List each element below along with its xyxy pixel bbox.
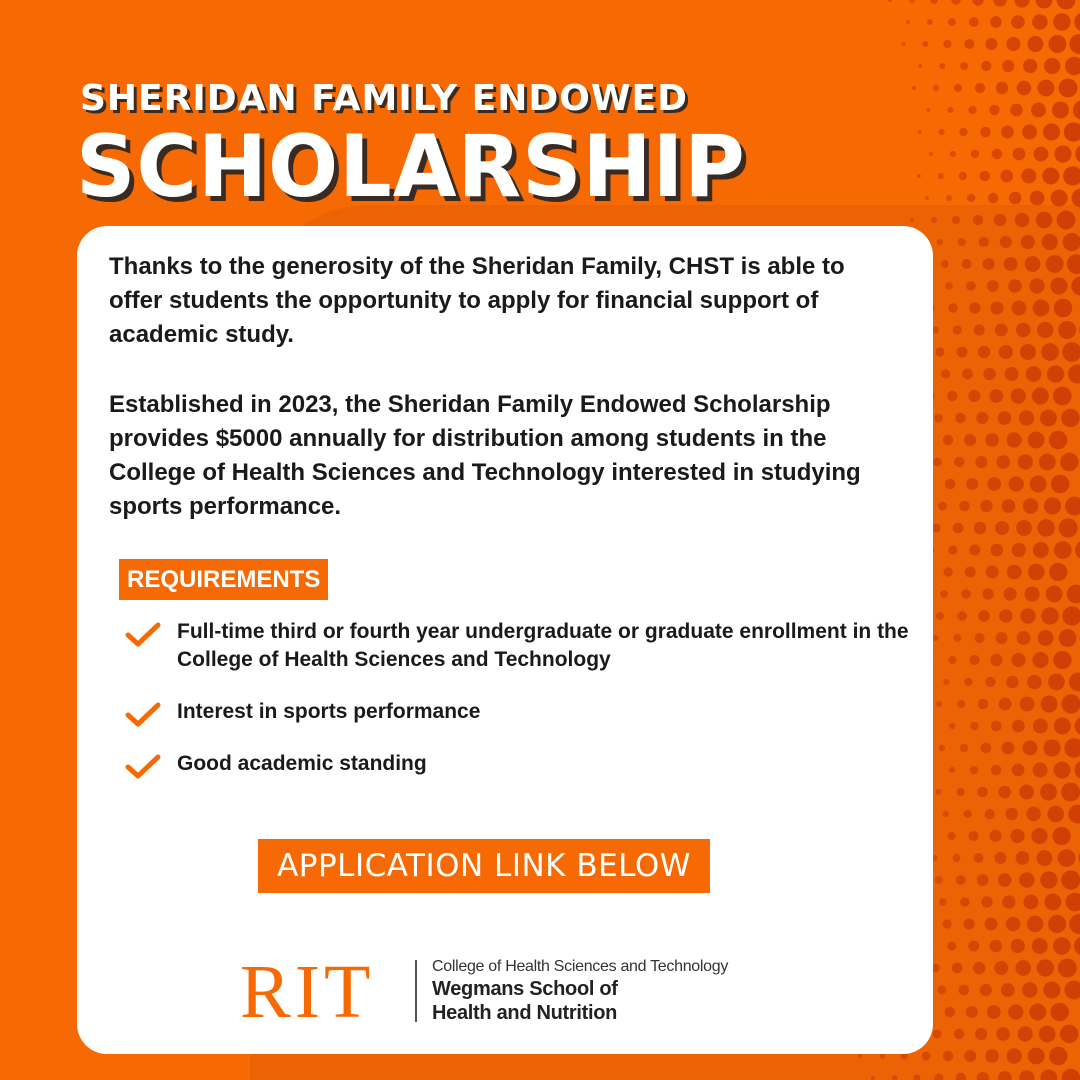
halftone-dot xyxy=(1002,895,1015,908)
halftone-dot xyxy=(1041,607,1058,624)
application-link-button[interactable]: APPLICATION LINK BELOW xyxy=(258,839,710,893)
halftone-dot xyxy=(1043,739,1060,756)
halftone-dot xyxy=(1004,257,1018,271)
halftone-dot xyxy=(1038,630,1054,646)
halftone-dot xyxy=(938,502,947,511)
halftone-dot xyxy=(1049,1047,1067,1065)
halftone-dot xyxy=(964,1050,976,1062)
halftone-dot xyxy=(1052,827,1070,845)
halftone-dot xyxy=(1012,764,1025,777)
halftone-dot xyxy=(998,411,1012,425)
halftone-dot xyxy=(983,258,995,270)
halftone-dot xyxy=(1037,519,1054,536)
header-subtitle: SHERIDAN FAMILY ENDOWED xyxy=(80,78,689,119)
halftone-dot xyxy=(985,809,995,819)
requirements-list xyxy=(125,618,925,802)
halftone-dot xyxy=(943,1051,953,1061)
halftone-dot xyxy=(955,413,965,423)
halftone-dot xyxy=(964,678,972,686)
halftone-dot xyxy=(954,634,962,642)
halftone-dot xyxy=(1008,1004,1023,1019)
halftone-dot xyxy=(980,984,992,996)
halftone-dot xyxy=(1010,829,1024,843)
halftone-dot xyxy=(969,302,980,313)
requirement-text: Interest in sports performance xyxy=(177,700,481,723)
halftone-dot xyxy=(991,765,1002,776)
halftone-dot xyxy=(985,1049,999,1063)
halftone-dot xyxy=(936,701,942,707)
halftone-dot xyxy=(1049,431,1067,449)
halftone-dot xyxy=(977,1072,989,1080)
halftone-dot xyxy=(1011,653,1025,667)
halftone-dot xyxy=(1059,518,1078,537)
requirement-item xyxy=(125,698,925,726)
halftone-dot xyxy=(1054,717,1071,734)
halftone-dot xyxy=(952,963,963,974)
halftone-dot xyxy=(985,918,998,931)
halftone-dot xyxy=(964,918,975,929)
halftone-dot xyxy=(1011,388,1026,403)
rit-wordmark: RIT xyxy=(240,950,375,1034)
halftone-dot xyxy=(948,545,957,554)
halftone-dot xyxy=(1019,785,1034,800)
halftone-dot xyxy=(941,260,949,268)
halftone-dot xyxy=(1074,936,1080,955)
halftone-dot xyxy=(1023,895,1038,910)
halftone-dot xyxy=(1032,387,1049,404)
halftone-dot xyxy=(1039,454,1056,471)
halftone-dot xyxy=(941,370,950,379)
halftone-dot xyxy=(1019,410,1034,425)
halftone-dot xyxy=(949,767,955,773)
halftone-dot xyxy=(1022,982,1037,997)
halftone-dot xyxy=(1050,1003,1069,1022)
halftone-dot xyxy=(957,700,965,708)
halftone-dot xyxy=(1064,738,1080,757)
halftone-dot xyxy=(990,301,1003,314)
halftone-dot xyxy=(1026,366,1042,382)
halftone-dot xyxy=(945,1007,955,1017)
halftone-dot xyxy=(1007,1048,1022,1063)
halftone-dot xyxy=(968,390,980,402)
halftone-dot xyxy=(1071,276,1080,295)
halftone-dot xyxy=(935,876,943,884)
halftone-dot xyxy=(1050,277,1067,294)
halftone-dot xyxy=(1060,453,1078,471)
halftone-dot xyxy=(934,1074,943,1080)
halftone-dot xyxy=(977,787,987,797)
halftone-dot xyxy=(1018,454,1033,469)
halftone-dot xyxy=(982,588,993,599)
check-icon xyxy=(125,754,161,780)
logo-school-line1: Wegmans School of xyxy=(432,978,618,1000)
halftone-dot xyxy=(1005,808,1017,820)
halftone-dot xyxy=(966,478,978,490)
halftone-dot xyxy=(1012,543,1026,557)
halftone-dot xyxy=(1017,631,1031,645)
halftone-dot xyxy=(991,721,1002,732)
halftone-dot xyxy=(999,698,1012,711)
halftone-dot xyxy=(1058,849,1076,867)
halftone-dot xyxy=(962,259,972,269)
halftone-dot xyxy=(959,501,970,512)
halftone-dot xyxy=(1051,475,1070,494)
halftone-dot xyxy=(1033,542,1049,558)
halftone-dot xyxy=(1032,652,1048,668)
halftone-dot xyxy=(1064,981,1080,1000)
halftone-dot xyxy=(879,1053,885,1059)
halftone-dot xyxy=(937,986,946,995)
halftone-dot xyxy=(949,723,955,729)
halftone-dot xyxy=(1067,585,1080,604)
halftone-dot xyxy=(1033,719,1048,734)
halftone-dot xyxy=(1019,872,1034,887)
halftone-dot xyxy=(958,238,966,246)
halftone-dot xyxy=(1065,497,1080,516)
halftone-dot xyxy=(939,745,945,751)
halftone-dot xyxy=(979,237,989,247)
halftone-dot xyxy=(974,324,985,335)
halftone-dot xyxy=(1061,409,1079,427)
halftone-dot xyxy=(977,874,989,886)
halftone-dot xyxy=(1022,741,1037,756)
halftone-dot xyxy=(976,412,988,424)
halftone-dot xyxy=(998,786,1011,799)
halftone-dot xyxy=(960,744,968,752)
logo-school-line2: Health and Nutrition xyxy=(432,1002,618,1024)
halftone-dot xyxy=(1040,1070,1057,1080)
halftone-dot xyxy=(933,635,939,641)
halftone-dot xyxy=(1003,587,1016,600)
halftone-dot xyxy=(1037,322,1053,338)
halftone-dot xyxy=(1018,1026,1033,1041)
halftone-dot xyxy=(978,610,990,622)
halftone-dot xyxy=(937,239,943,245)
halftone-dot xyxy=(989,940,1002,953)
halftone-dot xyxy=(983,368,995,380)
halftone-dot xyxy=(1046,255,1064,273)
halftone-dot xyxy=(1012,720,1025,733)
halftone-dot xyxy=(969,545,980,556)
header xyxy=(0,0,1080,230)
requirement-item xyxy=(125,750,925,778)
halftone-dot xyxy=(1054,541,1072,559)
halftone-dot xyxy=(1053,761,1070,778)
halftone-dot xyxy=(1016,323,1031,338)
halftone-dot xyxy=(1028,1048,1045,1065)
halftone-dot xyxy=(1059,629,1077,647)
halftone-dot xyxy=(1041,343,1059,361)
check-icon xyxy=(125,702,161,728)
halftone-dot xyxy=(974,853,984,863)
halftone-dot xyxy=(966,1006,978,1018)
halftone-dot xyxy=(1025,256,1041,272)
halftone-dot xyxy=(995,324,1008,337)
halftone-dot xyxy=(999,609,1013,623)
halftone-dot xyxy=(961,589,971,599)
header-title: SCHOLARSHIP xyxy=(76,117,746,217)
halftone-dot xyxy=(1041,696,1058,713)
halftone-dot xyxy=(953,325,962,334)
halftone-dot xyxy=(1048,674,1065,691)
requirement-text: Good academic standing xyxy=(177,752,427,775)
halftone-dot xyxy=(1029,278,1044,293)
halftone-dot xyxy=(1025,586,1040,601)
halftone-dot xyxy=(1042,234,1058,250)
halftone-dot xyxy=(956,1073,966,1080)
halftone-dot xyxy=(1032,938,1048,954)
halftone-dot xyxy=(1063,233,1080,251)
halftone-dot xyxy=(953,854,961,862)
halftone-dot xyxy=(1053,937,1071,955)
halftone-dot xyxy=(939,898,947,906)
halftone-dot xyxy=(996,632,1008,644)
halftone-dot xyxy=(954,457,964,467)
halftone-dot xyxy=(1019,1070,1034,1080)
halftone-dot xyxy=(970,722,978,730)
halftone-dot xyxy=(1006,676,1018,688)
halftone-dot xyxy=(1023,498,1038,513)
halftone-dot xyxy=(990,544,1003,557)
halftone-dot xyxy=(1016,520,1032,536)
halftone-dot xyxy=(997,455,1011,469)
halftone-dot xyxy=(947,391,958,402)
halftone-dot xyxy=(1005,367,1019,381)
halftone-dot xyxy=(966,281,976,291)
halftone-dot xyxy=(986,566,999,579)
halftone-dot xyxy=(1074,760,1080,779)
halftone-dot xyxy=(948,656,956,664)
halftone-dot xyxy=(1046,586,1063,603)
halftone-dot xyxy=(989,830,1001,842)
halftone-dot xyxy=(1001,983,1015,997)
halftone-dot xyxy=(999,345,1013,359)
halftone-dot xyxy=(858,1054,862,1058)
halftone-dot xyxy=(968,941,979,952)
halftone-dot xyxy=(974,522,986,534)
halftone-dot xyxy=(945,479,955,489)
halftone-dot xyxy=(1068,805,1080,824)
requirements-label: REQUIREMENTS xyxy=(119,559,328,600)
halftone-dot xyxy=(959,985,970,996)
halftone-dot xyxy=(968,831,978,841)
halftone-dot xyxy=(935,347,944,356)
halftone-dot xyxy=(1075,716,1080,735)
halftone-dot xyxy=(1002,742,1015,755)
halftone-dot xyxy=(1006,432,1021,447)
halftone-dot xyxy=(998,1071,1012,1080)
halftone-dot xyxy=(1044,497,1061,514)
halftone-dot xyxy=(1069,914,1080,934)
halftone-dot xyxy=(1054,299,1073,318)
halftone-dot xyxy=(943,679,949,685)
halftone-dot xyxy=(989,389,1003,403)
halftone-dot xyxy=(1061,782,1080,801)
halftone-dot xyxy=(978,346,991,359)
halftone-dot xyxy=(1040,871,1057,888)
halftone-dot xyxy=(1061,870,1080,889)
halftone-dot xyxy=(1053,651,1071,669)
halftone-dot xyxy=(1007,565,1022,580)
halftone-dot xyxy=(1011,939,1025,953)
halftone-dot xyxy=(1006,917,1021,932)
halftone-dot xyxy=(954,1029,964,1039)
halftone-dot xyxy=(962,369,973,380)
halftone-dot xyxy=(995,852,1007,864)
logo-divider xyxy=(415,960,417,1022)
halftone-dot xyxy=(922,1052,931,1061)
halftone-dot xyxy=(1008,279,1021,292)
halftone-dot xyxy=(1027,675,1042,690)
halftone-dot xyxy=(987,1005,1001,1019)
halftone-dot xyxy=(948,303,957,312)
halftone-dot xyxy=(1031,828,1047,844)
halftone-dot xyxy=(978,699,988,709)
halftone-dot xyxy=(1037,850,1053,866)
halftone-dot xyxy=(934,414,943,423)
halftone-dot xyxy=(981,743,992,754)
content-card xyxy=(77,226,933,1054)
halftone-dot xyxy=(943,811,949,817)
halftone-dot xyxy=(973,962,985,974)
halftone-dot xyxy=(1028,564,1044,580)
halftone-dot xyxy=(1047,365,1064,382)
halftone-dot xyxy=(987,477,1001,491)
halftone-dot xyxy=(1030,476,1047,493)
halftone-dot xyxy=(985,433,999,447)
halftone-dot xyxy=(1009,476,1024,491)
halftone-dot xyxy=(940,590,948,598)
halftone-dot xyxy=(947,941,956,950)
halftone-dot xyxy=(975,1028,987,1040)
halftone-dot xyxy=(957,347,968,358)
halftone-dot xyxy=(1067,254,1080,274)
halftone-dot xyxy=(1069,673,1080,692)
halftone-dot xyxy=(942,919,951,928)
halftone-dot xyxy=(1020,697,1035,712)
halftone-dot xyxy=(985,677,995,687)
check-icon xyxy=(125,622,161,648)
halftone-dot xyxy=(960,897,969,906)
halftone-dot xyxy=(1000,236,1012,248)
halftone-dot xyxy=(1021,235,1035,249)
halftone-dot xyxy=(987,280,999,292)
halftone-dot xyxy=(965,566,976,577)
halftone-dot xyxy=(964,810,972,818)
halftone-dot xyxy=(998,873,1012,887)
halftone-dot xyxy=(981,896,992,907)
halftone-dot xyxy=(1068,365,1080,384)
halftone-dot xyxy=(1043,981,1060,998)
halftone-dot xyxy=(1058,321,1076,339)
halftone-dot xyxy=(1027,916,1043,932)
halftone-dot xyxy=(970,766,978,774)
halftone-dot xyxy=(956,875,966,885)
halftone-dot xyxy=(1053,387,1072,406)
halftone-dot xyxy=(953,523,964,534)
halftone-dot xyxy=(1033,300,1050,317)
requirement-item xyxy=(125,618,925,674)
halftone-dot xyxy=(935,789,941,795)
halftone-dot xyxy=(1026,807,1041,822)
halftone-dot xyxy=(1028,432,1045,449)
halftone-dot xyxy=(980,500,992,512)
halftone-dot xyxy=(1037,959,1054,976)
halftone-dot xyxy=(1039,1026,1056,1043)
halftone-dot xyxy=(994,961,1008,975)
halftone-dot xyxy=(1062,694,1080,713)
halftone-dot xyxy=(1066,893,1080,912)
halftone-dot xyxy=(1060,1025,1078,1043)
halftone-dot xyxy=(1012,301,1027,316)
halftone-dot xyxy=(944,567,953,576)
halftone-dot xyxy=(1002,499,1016,513)
halftone-dot xyxy=(969,655,979,665)
halftone-dot xyxy=(1029,1004,1046,1021)
halftone-dot xyxy=(1048,915,1066,933)
halftone-dot xyxy=(1044,894,1061,911)
halftone-dot xyxy=(933,1030,942,1039)
halftone-dot xyxy=(957,611,967,621)
halftone-dot xyxy=(1033,763,1048,778)
intro-paragraph: Thanks to the generosity of the Sheridan Family, CHST is able to offer students the opportunity to apply for financial support of academic study. xyxy=(109,253,845,348)
halftone-dot xyxy=(871,1076,875,1080)
halftone-dot xyxy=(1040,410,1057,427)
rit-logo-lockup xyxy=(240,950,800,1034)
halftone-dot xyxy=(1075,540,1080,560)
halftone-dot xyxy=(975,456,987,468)
halftone-dot xyxy=(1062,1069,1080,1080)
halftone-dot xyxy=(936,612,944,620)
description-paragraph: Established in 2023, the Sheridan Family Endowed Scholarship provides $5000 annually for distribution among students in the College of Health Sciences and Technology interested in studying sports performance. xyxy=(109,391,861,520)
halftone-dot xyxy=(1020,344,1036,360)
halftone-dot xyxy=(964,434,976,446)
logo-college-name: College of Health Sciences and Technology xyxy=(432,958,729,975)
halftone-dot xyxy=(1062,606,1080,625)
halftone-dot xyxy=(1020,608,1035,623)
halftone-dot xyxy=(948,832,956,840)
halftone-dot xyxy=(1016,851,1030,865)
halftone-dot xyxy=(956,788,964,796)
halftone-dot xyxy=(996,1027,1010,1041)
requirement-text: Full-time third or fourth year undergraduate or graduate enrollment in the College of Health Sciences and Technology xyxy=(177,620,909,671)
halftone-dot xyxy=(1047,806,1064,823)
halftone-dot xyxy=(990,654,1002,666)
halftone-dot xyxy=(1040,784,1057,801)
halftone-dot xyxy=(1058,958,1077,977)
halftone-dot xyxy=(945,282,953,290)
halftone-dot xyxy=(975,633,985,643)
halftone-dot xyxy=(1015,960,1031,976)
halftone-dot xyxy=(933,458,942,467)
halftone-dot xyxy=(1062,342,1080,361)
halftone-dot xyxy=(913,1074,920,1080)
halftone-dot xyxy=(1049,563,1067,581)
halftone-dot xyxy=(995,521,1009,535)
halftone-dot xyxy=(943,435,953,445)
halftone-dot xyxy=(892,1075,898,1080)
